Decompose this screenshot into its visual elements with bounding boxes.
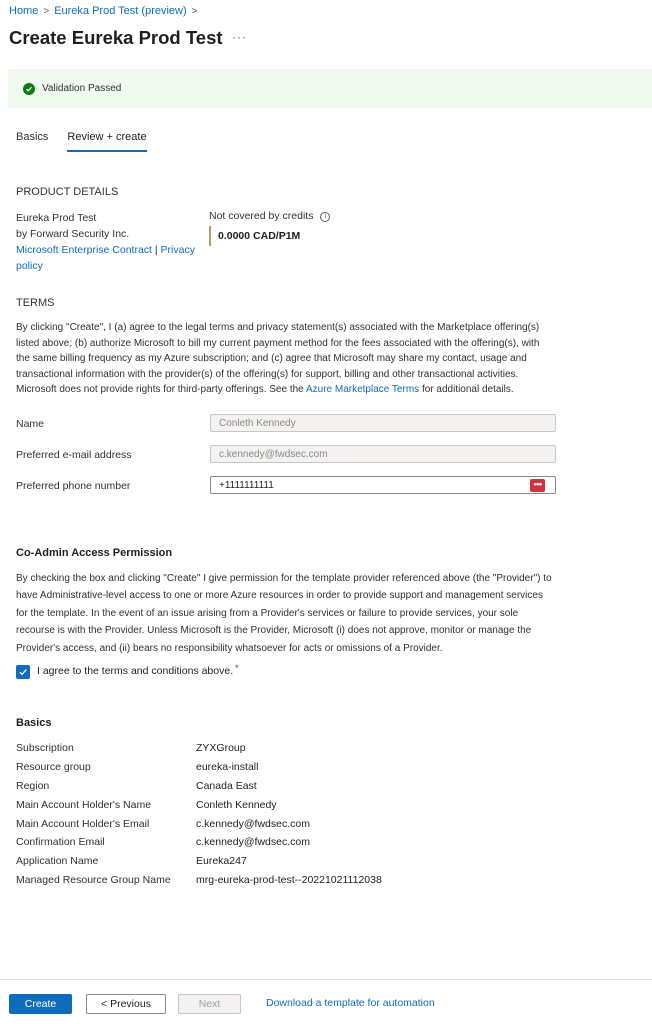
- terms-text-body: By clicking "Create", I (a) agree to the legal terms and privacy statement(s) associated with the Marketplace offering(s) listed above; (b) authorize Microsoft to bill my current payment method for the fees associated with the offering(s), with the same billing frequency as my Azure subscription; and (c) agree that Microsoft may share my contact, usage and transactional information with the provider(s) of the offering(s) for support, billing and other transactional activities. Microsoft does not provide rights for third-party offerings. See the: [16, 322, 540, 396]
- privacy-policy-link[interactable]: Privacy: [160, 244, 195, 256]
- summary-row: [16, 852, 382, 871]
- summary-row: [16, 833, 382, 852]
- agree-label: [37, 665, 239, 677]
- more-options-button[interactable]: ···: [232, 30, 247, 44]
- success-check-icon: [23, 83, 35, 95]
- summary-value: eureka-install: [196, 761, 259, 774]
- summary-label: Confirmation Email: [16, 836, 105, 849]
- agree-checkbox[interactable]: [16, 665, 30, 679]
- price-value: 0.0000 CAD/P1M: [209, 226, 330, 246]
- credits-label: Not covered by credits: [209, 210, 314, 222]
- summary-row: [16, 871, 382, 890]
- summary-value: Canada East: [196, 779, 257, 792]
- agree-label-text: I agree to the terms and conditions above.: [37, 665, 234, 677]
- summary-row: [16, 739, 382, 758]
- required-marker: *: [235, 663, 239, 673]
- summary-value: c.kennedy@fwdsec.com: [196, 836, 310, 849]
- terms-text-end: for additional details.: [419, 384, 514, 396]
- breadcrumb-eureka-preview[interactable]: Eureka Prod Test (preview): [54, 5, 187, 17]
- phone-field[interactable]: [210, 476, 556, 494]
- breadcrumb: [9, 5, 203, 17]
- product-publisher: by Forward Security Inc.: [16, 228, 130, 240]
- coadmin-heading: Co-Admin Access Permission: [16, 547, 173, 559]
- checkmark-icon: [18, 667, 28, 677]
- summary-value: Conleth Kennedy: [196, 798, 277, 811]
- pricing-info: [209, 210, 330, 246]
- product-info: [16, 210, 196, 274]
- marketplace-terms-link[interactable]: Azure Marketplace Terms: [305, 384, 420, 396]
- basics-summary: [16, 739, 382, 889]
- validation-banner: [8, 69, 652, 108]
- product-details-heading: PRODUCT DETAILS: [16, 186, 119, 198]
- privacy-policy-link-continued[interactable]: policy: [16, 260, 43, 272]
- page-title: Create Eureka Prod Test: [9, 27, 223, 48]
- summary-value: c.kennedy@fwdsec.com: [196, 817, 310, 830]
- summary-row: [16, 777, 382, 796]
- phone-label: Preferred phone number: [16, 480, 131, 492]
- tab-basics[interactable]: Basics: [16, 131, 49, 143]
- name-field[interactable]: [210, 414, 556, 432]
- summary-row: [16, 795, 382, 814]
- next-button[interactable]: Next: [178, 994, 241, 1014]
- summary-label: Main Account Holder's Name: [16, 798, 152, 811]
- summary-row: [16, 814, 382, 833]
- email-field[interactable]: [210, 445, 556, 463]
- name-label: Name: [16, 418, 45, 430]
- create-button[interactable]: Create: [9, 994, 72, 1014]
- breadcrumb-separator: >: [43, 5, 50, 17]
- validation-message: Validation Passed: [42, 83, 122, 94]
- breadcrumb-home[interactable]: Home: [9, 5, 39, 17]
- footer-divider: [0, 979, 652, 980]
- summary-label: Subscription: [16, 742, 74, 755]
- product-name: Eureka Prod Test: [16, 212, 97, 224]
- info-icon[interactable]: i: [320, 212, 330, 222]
- summary-row: [16, 758, 382, 777]
- summary-label: Application Name: [16, 855, 99, 868]
- autofill-dots-icon[interactable]: •••: [530, 479, 545, 492]
- summary-value: ZYXGroup: [196, 742, 246, 755]
- summary-value: Eureka247: [196, 855, 247, 868]
- tab-bar: [16, 131, 166, 152]
- summary-label: Resource group: [16, 761, 91, 774]
- terms-heading: TERMS: [16, 297, 55, 309]
- coadmin-text: By checking the box and clicking "Create" I give permission for the template provider referenced above (the "Provider") to have Administrative-level access to one or more Azure resources in order to provide support and management services for the template. In the event of an issue arising from a Provider's services or failure to provide services, your sole recourse is with the Provider. Unless Microsoft is the Provider, Microsoft (i) does not approve, monitor or manage the Provider's access, and (ii) bears no responsibility whatsoever for acts or omissions of a Provider.: [16, 573, 552, 654]
- tab-review-create[interactable]: Review + create: [67, 131, 146, 152]
- summary-value: mrg-eureka-prod-test--20221021112038: [196, 873, 382, 886]
- terms-text: [16, 320, 546, 398]
- download-template-link[interactable]: Download a template for automation: [266, 997, 435, 1009]
- summary-label: Region: [16, 779, 50, 792]
- summary-label: Managed Resource Group Name: [16, 873, 171, 886]
- summary-label: Main Account Holder's Email: [16, 817, 150, 830]
- basics-heading: Basics: [16, 717, 52, 729]
- contract-link[interactable]: Microsoft Enterprise Contract: [16, 244, 152, 256]
- email-label: Preferred e-mail address: [16, 449, 132, 461]
- breadcrumb-separator: >: [191, 5, 198, 17]
- link-separator: |: [154, 244, 158, 256]
- previous-button[interactable]: < Previous: [86, 994, 166, 1014]
